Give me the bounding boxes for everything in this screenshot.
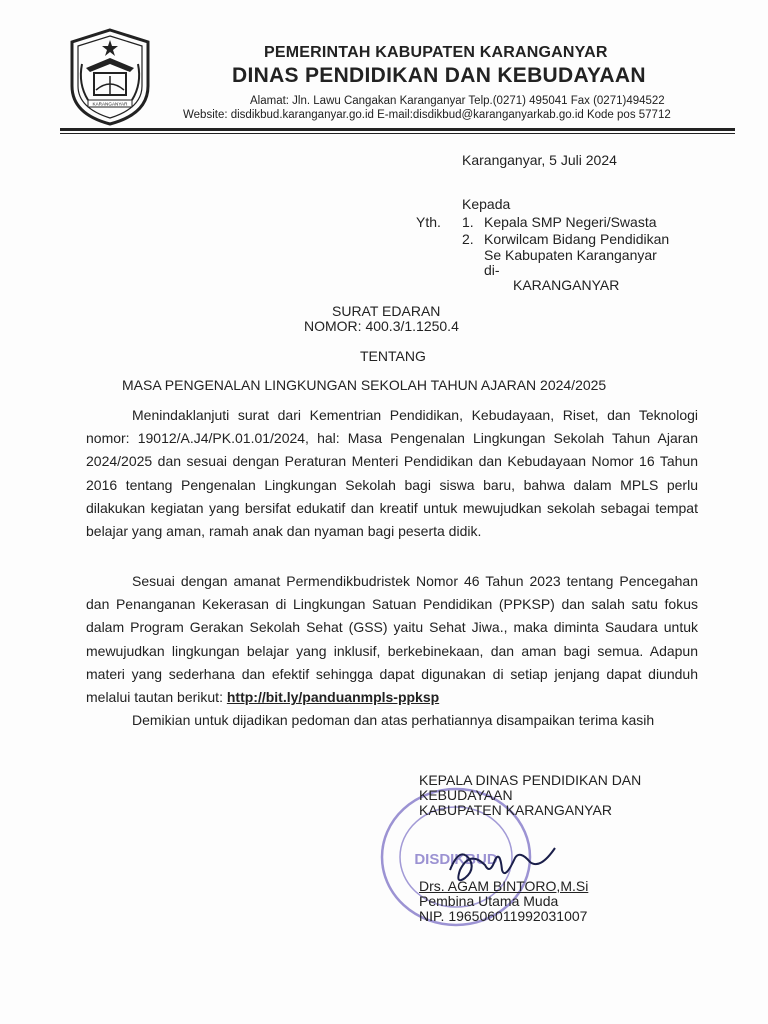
signatory-title-line-3: KABUPATEN KARANGANYAR: [419, 802, 612, 818]
signatory-name: Drs. AGAM BINTORO,M.Si: [419, 878, 589, 894]
paragraph-1-text: Menindaklanjuti surat dari Kementrian Pendidikan, Kebudayaan, Riset, dan Teknologi nomor: 19012/A.J4/PK.01.01/2024, hal: Masa Pengenalan Lingkungan Sekolah Tahun Ajaran 2024/2025 dan sesuai dengan Peraturan Menteri Pendidikan dan Kebudayaan Nomor 16 Tahun 2016 tentang Pengenalan Lingkungan Sekolah bagi siswa baru, bahwa dalam MPLS perlu dilakukan kegiatan yang bersifat edukatif dan kreatif untuk mewujudkan sekolah sebagai tempat belajar yang aman, ramah anak dan nyaman bagi peserta didik.: [86, 407, 698, 540]
kepada-label: Kepada: [462, 196, 511, 212]
department-name: DINAS PENDIDIKAN DAN KEBUDAYAAN: [232, 64, 646, 87]
paragraph-2-text: Sesuai dengan amanat Permendikbudristek Nomor 46 Tahun 2023 tentang Pencegahan dan Penanganan Kekerasan di Lingkungan Satuan Pendidikan (PPKSP) dan salah satu fokus dalam Program Gerakan Sekolah Sehat (GSS) yaitu Sehat Jiwa., maka diminta Saudara untuk mewujudkan lingkungan belajar yang inklusif, berkebinekaan, dan aman bagi semua. Adapun materi yang sederhana dan efektif sehingga dapat digunakan di setiap jenjang dapat diunduh melalui tautan berikut:: [86, 573, 698, 706]
recipient-number: 1.: [462, 214, 474, 230]
signatory-title-line-1: KEPALA DINAS PENDIDIKAN DAN: [419, 772, 642, 788]
signatory-rank: Pembina Utama Muda: [419, 893, 559, 909]
subject-line: MASA PENGENALAN LINGKUNGAN SEKOLAH TAHUN AJARAN 2024/2025: [122, 377, 607, 393]
yth-label: Yth.: [416, 214, 441, 230]
guide-download-link[interactable]: http://bit.ly/panduanmpls-ppksp: [226, 689, 440, 706]
recipient-region: Se Kabupaten Karanganyar: [484, 247, 657, 263]
recipient-item: Kepala SMP Negeri/Swasta: [484, 214, 657, 230]
circular-title: SURAT EDARAN: [332, 303, 441, 319]
svg-text:DISDIKBUD: DISDIKBUD: [414, 851, 498, 868]
tentang-label: TENTANG: [360, 348, 426, 364]
recipient-di: di-: [484, 262, 500, 278]
recipient-number: 2.: [462, 231, 474, 247]
letterhead-rule-thin: [60, 133, 735, 134]
letter-date: Karanganyar, 5 Juli 2024: [462, 152, 617, 168]
letterhead-rule-thick: [60, 128, 735, 131]
address-line: Alamat: Jln. Lawu Cangakan Karanganyar Telp.(0271) 495041 Fax (0271)494522: [250, 95, 665, 107]
body-paragraph-1: [86, 404, 698, 543]
body-paragraph-2: [86, 570, 698, 709]
government-name: PEMERINTAH KABUPATEN KARANGANYAR: [264, 44, 608, 61]
body-paragraph-3: [86, 709, 698, 732]
recipient-item: Korwilcam Bidang Pendidikan: [484, 231, 670, 247]
contact-line: Website: disdikbud.karanganyar.go.id E-mail:disdikbud@karanganyarkab.go.id Kode pos 57712: [183, 109, 671, 121]
regency-emblem-logo: [68, 28, 152, 126]
svg-text:KARANGANYAR: KARANGANYAR: [92, 101, 128, 107]
signatory-title-line-2: KEBUDAYAAN: [419, 787, 513, 803]
signatory-nip: NIP. 196506011992031007: [419, 908, 588, 924]
paragraph-3-text: Demikian untuk dijadikan pedoman dan atas perhatiannya disampaikan terima kasih: [132, 712, 655, 728]
recipient-place: KARANGANYAR: [513, 277, 620, 293]
circular-number: NOMOR: 400.3/1.1250.4: [304, 318, 459, 334]
